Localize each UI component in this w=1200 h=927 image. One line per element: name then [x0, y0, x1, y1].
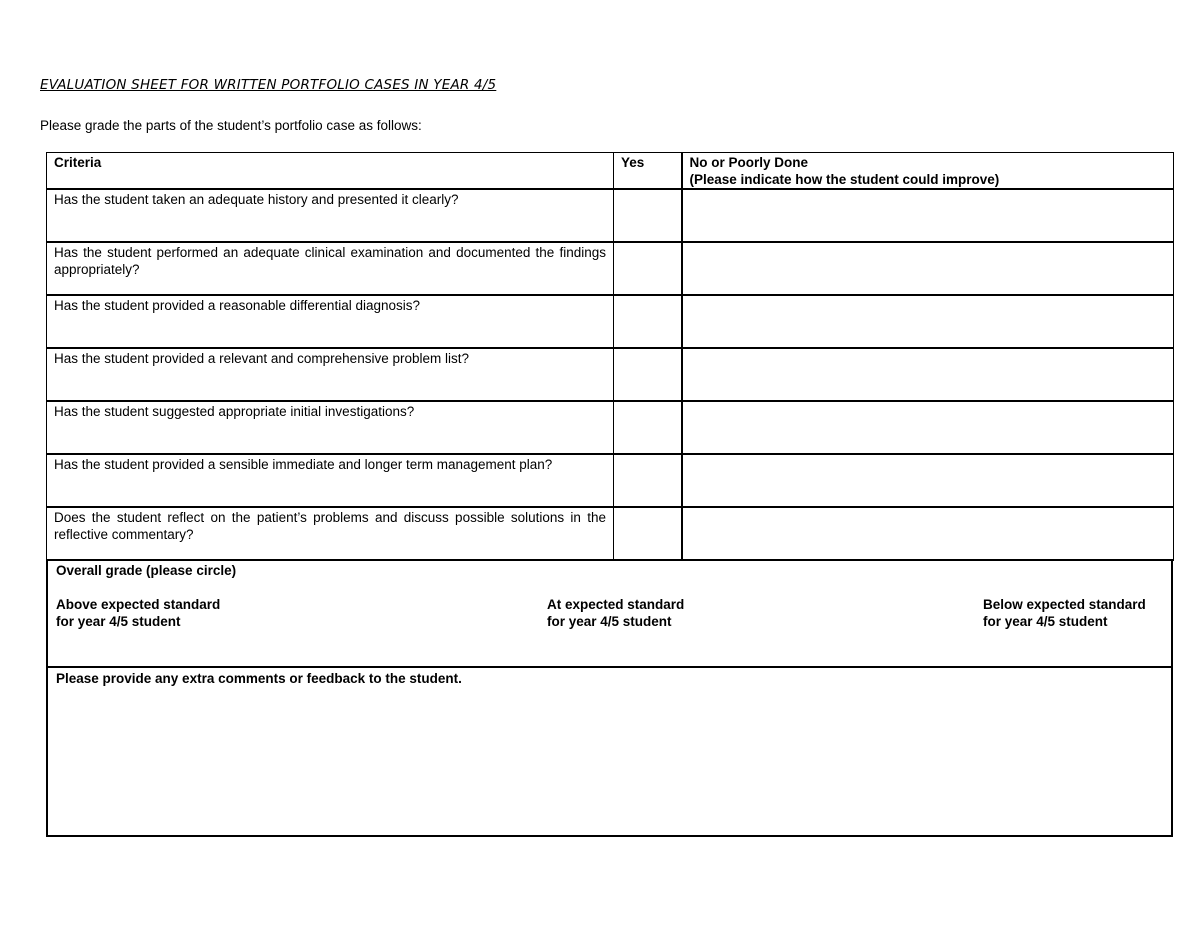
page-title: EVALUATION SHEET FOR WRITTEN PORTFOLIO CASES IN YEAR 4/5 [40, 77, 497, 93]
grading-table [46, 559, 1173, 837]
table-row [47, 507, 1174, 560]
criteria-question: Has the student performed an adequate clinical examination and documented the findings appropriately? [47, 242, 614, 295]
overall-grade-cell [47, 560, 1172, 667]
improvement-cell[interactable] [682, 242, 1174, 295]
grade-option-at[interactable] [547, 596, 684, 630]
overall-grade-label: Overall grade (please circle) [56, 563, 237, 578]
table-row [47, 242, 1174, 295]
criteria-question: Has the student taken an adequate history and presented it clearly? [47, 189, 614, 242]
grade-option-title: At expected standard [547, 597, 685, 612]
yes-cell[interactable] [614, 401, 682, 454]
grade-option-subtitle: for year 4/5 student [983, 614, 1108, 629]
yes-cell[interactable] [614, 348, 682, 401]
yes-cell[interactable] [614, 295, 682, 348]
yes-cell[interactable] [614, 189, 682, 242]
yes-cell[interactable] [614, 507, 682, 560]
yes-cell[interactable] [614, 454, 682, 507]
comments-label: Please provide any extra comments or feedback to the student. [56, 670, 462, 686]
table-row [47, 454, 1174, 507]
improvement-cell[interactable] [682, 348, 1174, 401]
grade-option-above[interactable] [56, 596, 220, 630]
overall-grade-row [47, 560, 1172, 667]
intro-text: Please grade the parts of the student’s portfolio case as follows: [40, 118, 422, 133]
criteria-table [46, 152, 1174, 561]
grade-option-title: Below expected standard [983, 597, 1146, 612]
yes-header: Yes [614, 153, 682, 190]
grade-option-subtitle: for year 4/5 student [547, 614, 672, 629]
grade-options [56, 596, 1163, 656]
criteria-question: Has the student suggested appropriate initial investigations? [47, 401, 614, 454]
grade-option-subtitle: for year 4/5 student [56, 614, 181, 629]
table-row [47, 401, 1174, 454]
table-row [47, 295, 1174, 348]
yes-cell[interactable] [614, 242, 682, 295]
criteria-question: Has the student provided a relevant and comprehensive problem list? [47, 348, 614, 401]
table-header-row [47, 153, 1174, 190]
criteria-question: Has the student provided a sensible immediate and longer term management plan? [47, 454, 614, 507]
table-row [47, 348, 1174, 401]
criteria-question: Does the student reflect on the patient’s problems and discuss possible solutions in the reflective commentary? [47, 507, 614, 560]
grade-option-title: Above expected standard [56, 597, 221, 612]
grade-option-below[interactable] [983, 596, 1146, 630]
no-header [682, 153, 1174, 190]
comments-row [47, 667, 1172, 836]
criteria-question: Has the student provided a reasonable differential diagnosis? [47, 295, 614, 348]
improvement-cell[interactable] [682, 507, 1174, 560]
improvement-cell[interactable] [682, 295, 1174, 348]
improvement-cell[interactable] [682, 189, 1174, 242]
no-header-title: No or Poorly Done [689, 155, 809, 170]
no-header-note: (Please indicate how the student could improve) [689, 172, 1000, 187]
table-row [47, 189, 1174, 242]
improvement-cell[interactable] [682, 401, 1174, 454]
comments-cell[interactable] [47, 667, 1172, 836]
criteria-header: Criteria [47, 153, 614, 190]
improvement-cell[interactable] [682, 454, 1174, 507]
